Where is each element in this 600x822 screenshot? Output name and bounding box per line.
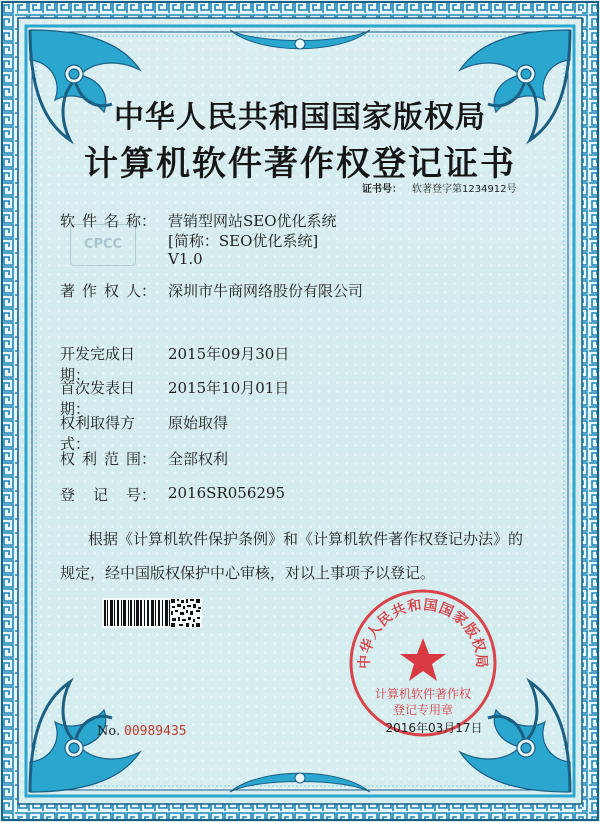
official-seal <box>348 588 498 738</box>
software-name-value: 营销型网站SEO优化系统 <box>168 212 337 230</box>
qr-code <box>170 598 202 628</box>
seal-star-icon <box>400 638 446 681</box>
software-short-name: [简称：SEO优化系统] <box>168 232 319 250</box>
dev-date-label: 开发完成日期： <box>60 345 136 384</box>
serial-number-label: No. <box>97 724 121 739</box>
statement-line-2: 规定，经中国版权保护中心审核，对以上事项予以登记。 <box>60 564 436 582</box>
bottom-center-ornament <box>230 773 370 792</box>
software-name-label: 软 件 名 称： <box>60 212 156 230</box>
issue-date: 2016年03月17日 <box>385 721 483 735</box>
certificate-number-label: 证书号： <box>362 184 402 195</box>
certificate-number-value: 软著登字第1234912号 <box>412 184 517 195</box>
certificate-title: 计算机软件著作权登记证书 <box>84 144 516 184</box>
reg-no-value: 2016SR056295 <box>168 484 286 502</box>
scope-value: 全部权利 <box>168 450 229 468</box>
serial-number-value: 00989435 <box>124 724 187 739</box>
certificate-number <box>362 180 517 195</box>
top-center-ornament <box>230 30 370 49</box>
acquire-method-value: 原始取得 <box>168 414 229 432</box>
issuer-title: 中华人民共和国国家版权局 <box>114 100 486 135</box>
seal-center-line-2: 登记专用章 <box>392 703 454 717</box>
seal-ring-text: 中华人民共和国国家版权局 <box>356 597 490 670</box>
owner-value: 深圳市牛商网络股份有限公司 <box>168 282 364 300</box>
pub-date-label: 首次发表日期： <box>60 379 136 418</box>
pub-date-value: 2015年10月01日 <box>168 379 290 397</box>
seal-center-line-1: 计算机软件著作权 <box>374 687 472 701</box>
owner-label: 著 作 权 人： <box>60 282 156 300</box>
barcode <box>102 598 172 628</box>
software-version: V1.0 <box>168 250 203 268</box>
dev-date-value: 2015年09月30日 <box>168 345 290 363</box>
acquire-method-label: 权利取得方式： <box>60 414 136 453</box>
reg-no-label: 登 记 号： <box>60 486 156 504</box>
cpcc-watermark: CPCC <box>70 224 136 266</box>
statement-line-1: 根据《计算机软件保护条例》和《计算机软件著作权登记办法》的 <box>88 530 524 548</box>
scope-label: 权 利 范 围： <box>60 450 156 468</box>
